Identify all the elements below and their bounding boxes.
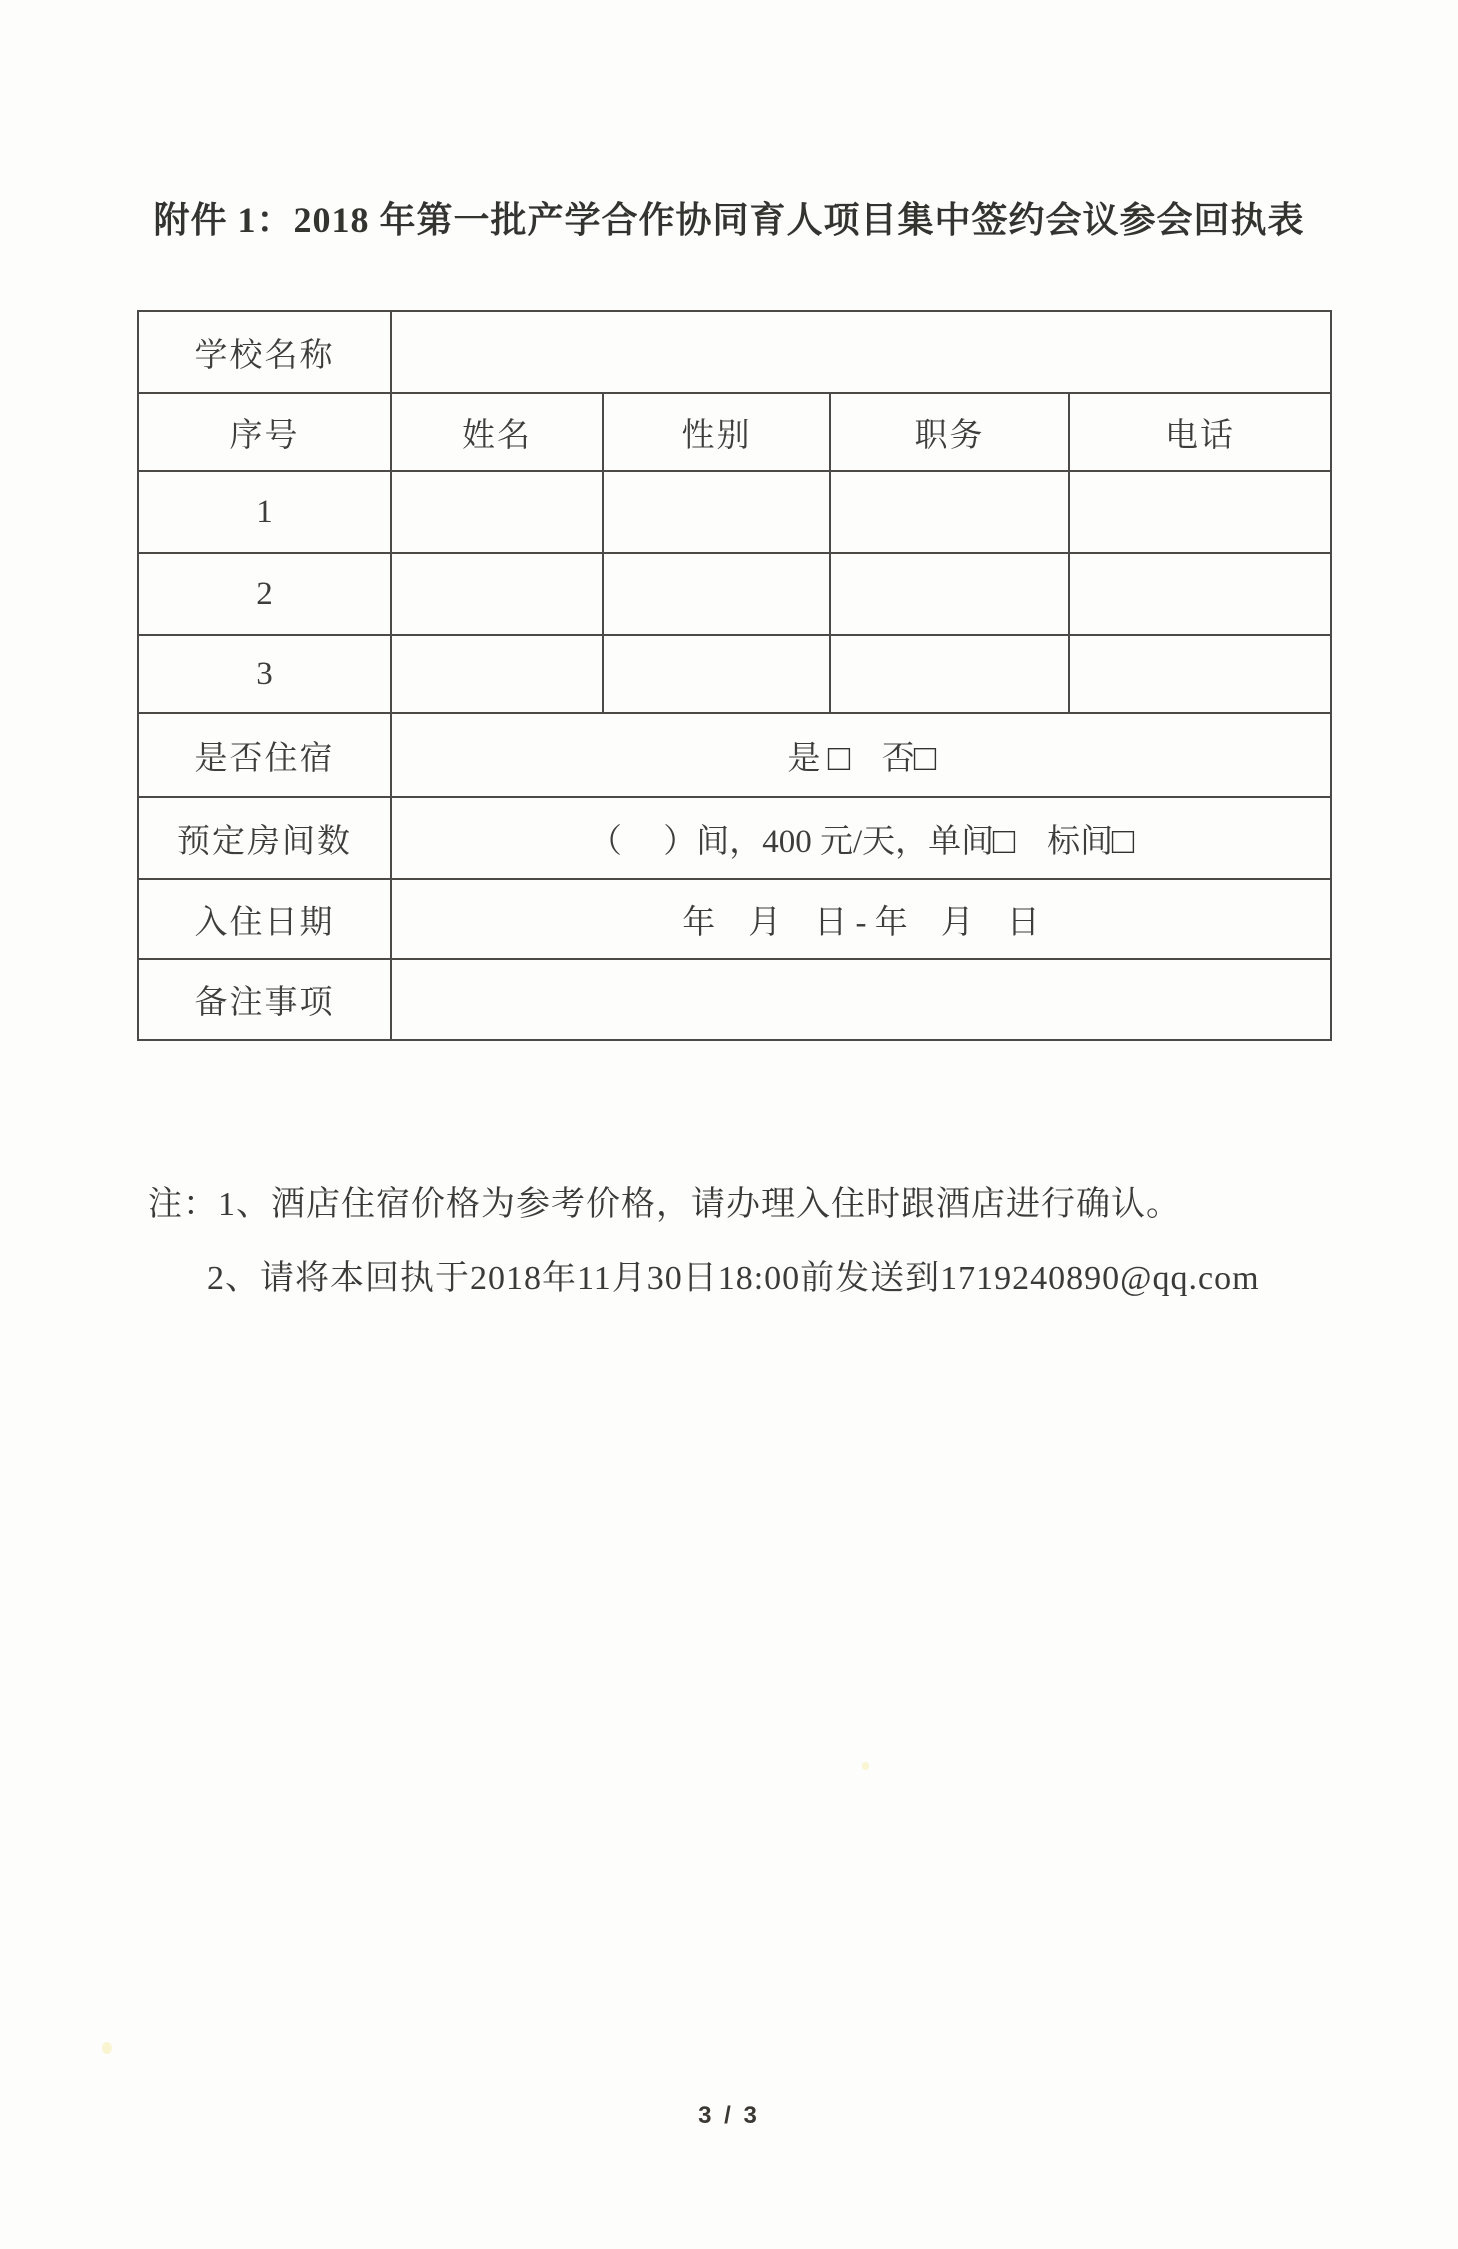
table-row — [138, 553, 1331, 635]
checkin-date-value-cell: 年 月 日 - 年 月 日 — [391, 879, 1331, 959]
phone-cell — [1069, 553, 1331, 635]
title-cell — [830, 471, 1069, 553]
school-name-row — [138, 311, 1331, 393]
remarks-label: 备注事项 — [138, 959, 391, 1040]
checkbox-icon: □ — [1111, 821, 1135, 862]
rooms-row — [138, 797, 1331, 879]
lodging-label: 是否住宿 — [138, 713, 391, 797]
remarks-value-cell — [391, 959, 1331, 1040]
name-cell — [391, 471, 603, 553]
row-number-cell: 1 — [138, 471, 391, 553]
phone-cell — [1069, 471, 1331, 553]
checkin-date-row — [138, 879, 1331, 959]
row-number-cell: 3 — [138, 635, 391, 713]
gender-cell — [603, 635, 830, 713]
lodging-no-label: 否 — [881, 740, 915, 777]
remarks-row — [138, 959, 1331, 1040]
title-cell — [830, 635, 1069, 713]
column-header-title: 职务 — [830, 393, 1069, 471]
table-row — [138, 471, 1331, 553]
table-row — [138, 635, 1331, 713]
page-number: 3 / 3 — [698, 2102, 760, 2129]
checkbox-icon: □ — [827, 738, 850, 779]
rooms-label: 预定房间数 — [138, 797, 391, 879]
phone-cell — [1069, 635, 1331, 713]
school-name-value-cell — [391, 311, 1331, 393]
table-header-row — [138, 393, 1331, 471]
notes-block — [148, 1168, 1260, 1316]
lodging-row — [138, 713, 1331, 797]
lodging-value-cell — [391, 713, 1331, 797]
column-header-name: 姓名 — [391, 393, 603, 471]
checkbox-icon: □ — [913, 738, 936, 779]
scan-speck — [102, 2042, 112, 2054]
scan-speck — [862, 1762, 869, 1770]
column-header-gender: 性别 — [603, 393, 830, 471]
checkbox-icon: □ — [992, 821, 1016, 862]
gender-cell — [603, 471, 830, 553]
rooms-text-prefix: （ ）间，400 元/天，单间 — [588, 823, 995, 860]
name-cell — [391, 553, 603, 635]
school-name-label: 学校名称 — [138, 311, 391, 393]
note-line-2: 2、请将本回执于2018年11月30日18:00前发送到1719240890@qq.com — [207, 1260, 1260, 1297]
note-line-1: 注：1、酒店住宿价格为参考价格，请办理入住时跟酒店进行确认。 — [148, 1186, 1181, 1223]
rooms-text-mid: 标间 — [1014, 823, 1114, 860]
gender-cell — [603, 553, 830, 635]
name-cell — [391, 635, 603, 713]
row-number-cell: 2 — [138, 553, 391, 635]
title-cell — [830, 553, 1069, 635]
column-header-phone: 电话 — [1069, 393, 1331, 471]
rooms-value-cell — [391, 797, 1331, 879]
reply-form-table — [137, 310, 1332, 1041]
lodging-yes-label: 是 — [787, 740, 829, 777]
document-title: 附件 1：2018 年第一批产学合作协同育人项目集中签约会议参会回执表 — [153, 200, 1305, 240]
column-header-no: 序号 — [138, 393, 391, 471]
checkin-date-label: 入住日期 — [138, 879, 391, 959]
